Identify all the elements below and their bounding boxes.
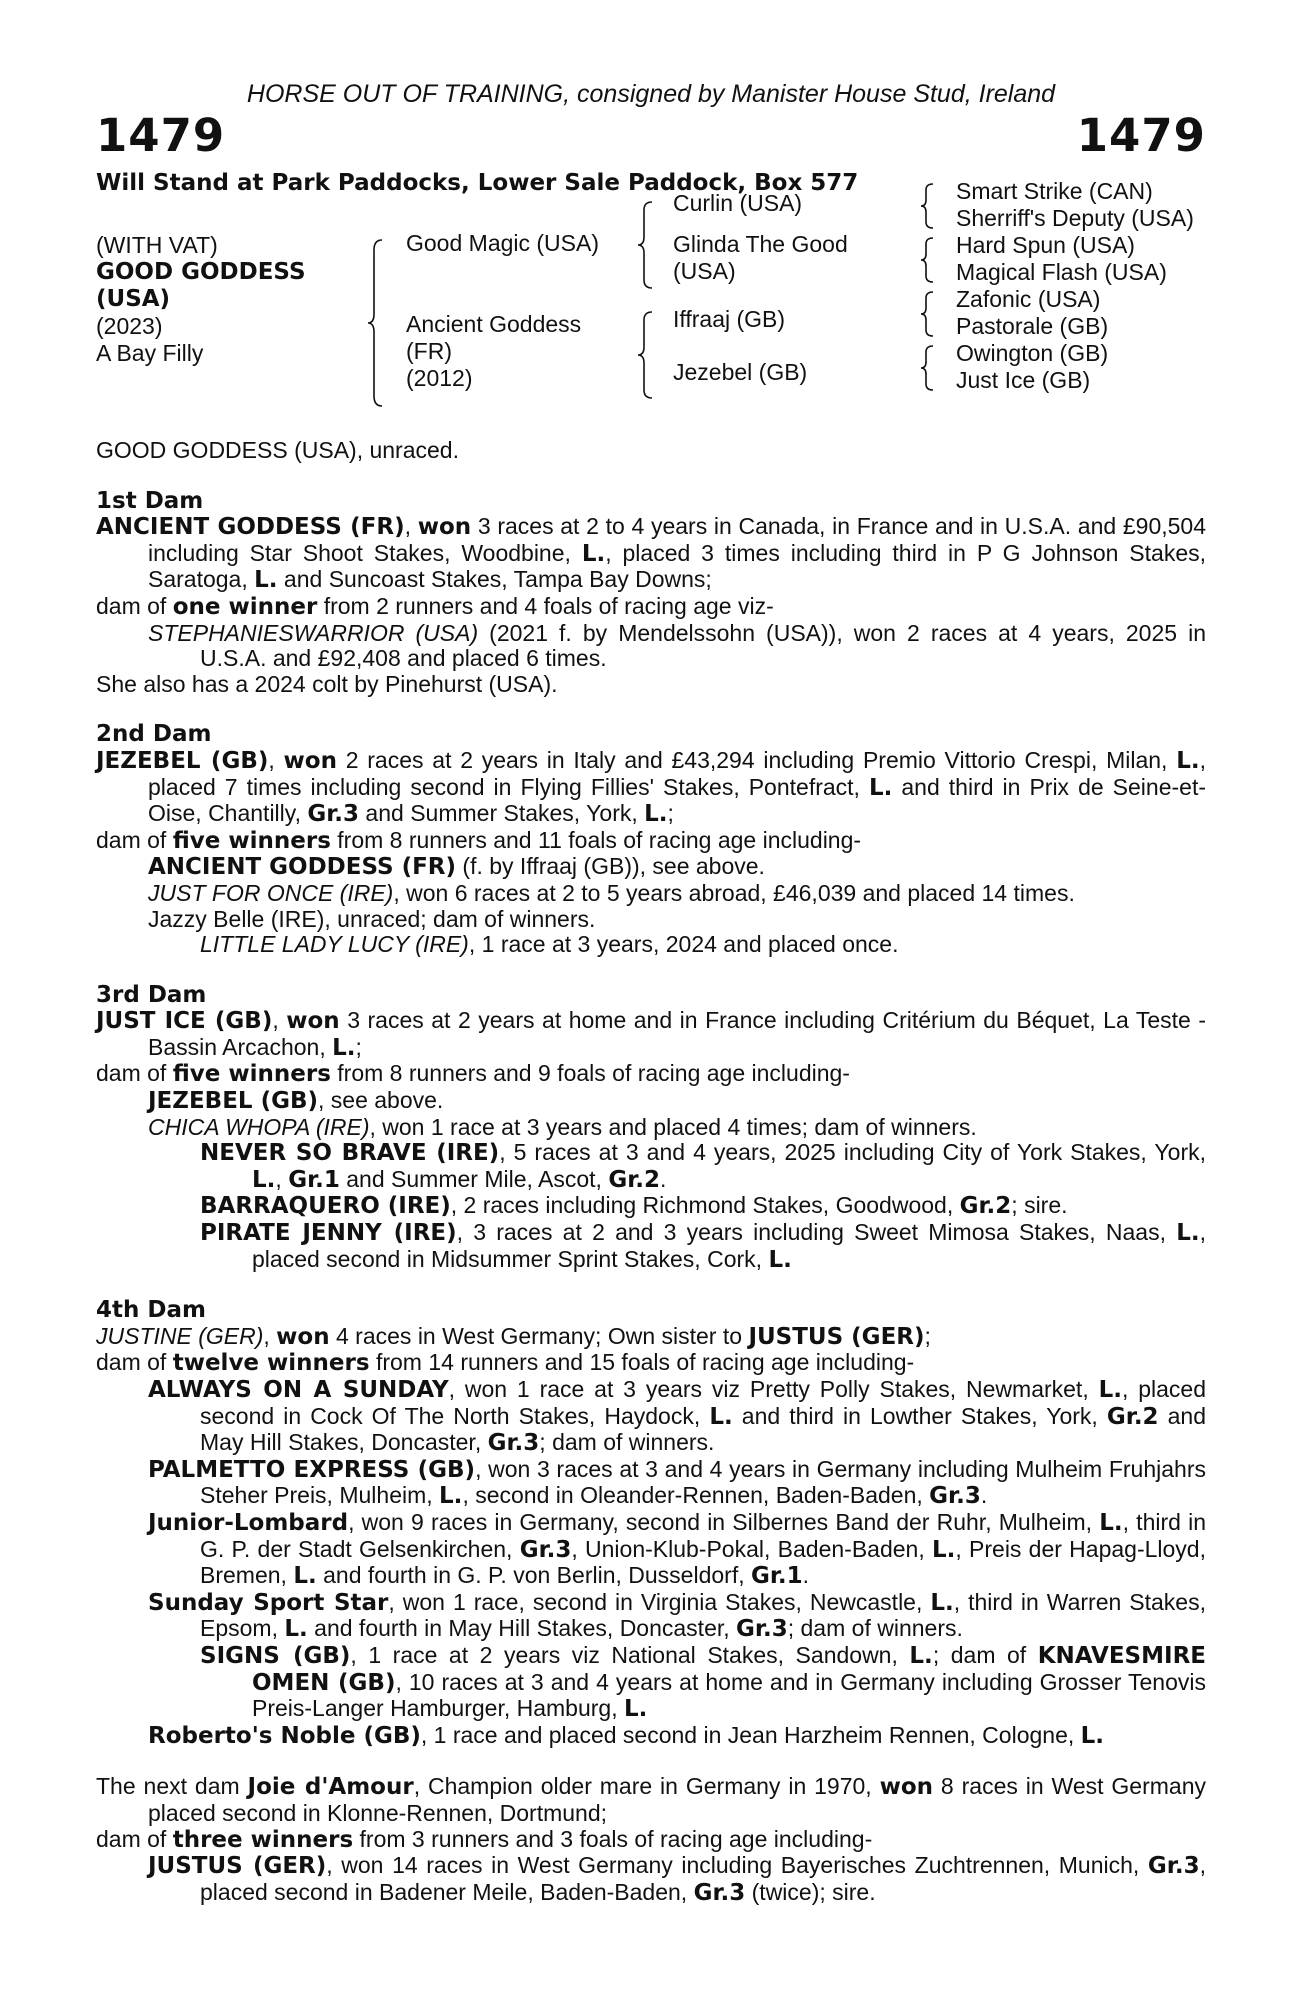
produce-summary: dam of twelve winners from 14 runners and 15 foals of racing age including- <box>96 1349 915 1377</box>
produce-summary: dam of five winners from 8 runners and 9 foals of racing age including- <box>96 1060 850 1088</box>
produce-entry: Roberto's Noble (GB), 1 race and placed second in Jean Harzheim Rennen, Cologne, L. <box>148 1721 1105 1749</box>
dam-record: JUSTINE (GER), won 4 races in West Germany; Own sister to JUSTUS (GER); <box>96 1322 931 1350</box>
sire: Good Magic (USA) <box>406 230 600 256</box>
sire-sire-dam: Sherriff's Deputy (USA) <box>956 205 1194 231</box>
dam-record: ANCIENT GODDESS (FR), won 3 races at 2 to 4 years in Canada, in France and in U.S.A. and £90,504 including Star Shoot Stakes, Woodbine, L., placed 3 times including third in P G Johnson Stakes, Saratoga, L. and Suncoast Stakes, Tampa Bay Downs; <box>96 513 1207 594</box>
sire-dam-country: (USA) <box>673 258 736 284</box>
brace-main <box>366 238 386 408</box>
dam-dam-dam: Just Ice (GB) <box>956 367 1091 393</box>
produce-entry: Sunday Sport Star, won 1 race, second in Virginia Stakes, Newcastle, L., third in Warren Stakes, Epsom, L. and fourth in May Hill Stakes, Doncaster, Gr.3; dam of winners. <box>148 1588 1206 1643</box>
consignment-header: HORSE OUT OF TRAINING, consigned by Manister House Stud, Ireland <box>246 80 1056 108</box>
third-dam-section <box>96 983 1206 1274</box>
produce-entry: ANCIENT GODDESS (FR) (f. by Iffraaj (GB)), see above. <box>148 853 765 881</box>
brace-ds <box>919 290 937 338</box>
section-heading: 1st Dam <box>96 487 204 514</box>
lot-number-row <box>96 110 1206 162</box>
produce-entry: PIRATE JENNY (IRE), 3 races at 2 and 3 years including Sweet Mimosa Stakes, Naas, L., placed second in Midsummer Sprint Stakes, Cork, L. <box>200 1219 1206 1273</box>
produce-entry: LITTLE LADY LUCY (IRE), 1 race at 3 years, 2024 and placed once. <box>200 931 899 958</box>
dam-sire-sire: Zafonic (USA) <box>956 286 1101 312</box>
fourth-dam-section <box>96 1298 1206 1749</box>
sire-dam-sire: Hard Spun (USA) <box>956 232 1135 258</box>
produce-summary: dam of one winner from 2 runners and 4 foals of racing age viz- <box>96 592 774 620</box>
dam-dam: Jezebel (GB) <box>673 359 808 385</box>
produce-entry: ALWAYS ON A SUNDAY, won 1 race at 3 years viz Pretty Polly Stakes, Newmarket, L., placed second in Cock Of The North Stakes, Haydock, L. and third in Lowther Stakes, York, Gr.2 and May Hill Stakes, Doncaster, Gr.3; dam of winners. <box>148 1376 1207 1457</box>
brace-dd <box>919 344 937 392</box>
section-heading: 2nd Dam <box>96 721 212 748</box>
lot-number-right: 1479 <box>1076 109 1206 162</box>
produce-entry: JEZEBEL (GB), see above. <box>148 1087 444 1115</box>
dam-record: The next dam Joie d'Amour, Champion older mare in Germany in 1970, won 8 races in West Germany placed second in Klonne-Rennen, Dortmund; <box>96 1773 1207 1826</box>
vat-note: (WITH VAT) <box>96 232 218 258</box>
produce-entry: NEVER SO BRAVE (IRE), 5 races at 3 and 4 years, 2025 including City of York Stakes, York, L., Gr.1 and Summer Mile, Ascot, Gr.2. <box>200 1139 1206 1193</box>
produce-summary: dam of three winners from 3 runners and 3 foals of racing age including- <box>96 1825 873 1853</box>
horse-country: (USA) <box>96 286 171 312</box>
produce-note: She also has a 2024 colt by Pinehurst (USA). <box>96 670 558 697</box>
produce-entry: STEPHANIESWARRIOR (USA) (2021 f. by Mendelssohn (USA)), won 2 races at 4 years, 2025 in U.S.A. and £92,408 and placed 6 times. <box>148 619 1206 672</box>
horse-name: GOOD GODDESS <box>96 259 306 285</box>
produce-entry: JUST FOR ONCE (IRE), won 6 races at 2 to 5 years abroad, £46,039 and placed 14 times. <box>148 879 1075 906</box>
section-heading: 4th Dam <box>96 1297 206 1324</box>
summary-line: GOOD GODDESS (USA), unraced. <box>96 437 459 463</box>
brace-ss <box>919 182 937 230</box>
sire-sire-sire: Smart Strike (CAN) <box>956 178 1153 204</box>
stand-location: Will Stand at Park Paddocks, Lower Sale Paddock, Box 577 <box>96 170 859 196</box>
sire-sire: Curlin (USA) <box>673 190 803 216</box>
produce-entry: CHICA WHOPA (IRE), won 1 race at 3 years and placed 4 times; dam of winners. <box>148 1113 977 1140</box>
dam-sire: Iffraaj (GB) <box>673 306 786 332</box>
horse-description: A Bay Filly <box>96 340 204 366</box>
dam-year: (2012) <box>406 365 473 391</box>
brace-sd <box>919 236 937 284</box>
produce-entry: JUSTUS (GER), won 14 races in West Germany including Bayerisches Zuchtrennen, Munich, Gr.3, placed second in Badener Meile, Baden-Baden, Gr.3 (twice); sire. <box>148 1852 1206 1906</box>
dam-dam-sire: Owington (GB) <box>956 340 1109 366</box>
dam-name: Ancient Goddess <box>406 311 582 337</box>
sire-dam-name: Glinda The Good <box>673 231 848 257</box>
section-heading: 3rd Dam <box>96 981 207 1008</box>
brace-dam <box>636 310 656 400</box>
produce-entry: BARRAQUERO (IRE), 2 races including Richmond Stakes, Goodwood, Gr.2; sire. <box>200 1192 1068 1220</box>
next-dam-section <box>96 1774 1206 1906</box>
produce-summary: dam of five winners from 8 runners and 11 foals of racing age including- <box>96 826 862 854</box>
dam-country: (FR) <box>406 338 452 364</box>
second-dam-section <box>96 722 1206 957</box>
produce-entry: Junior-Lombard, won 9 races in Germany, second in Silbernes Band der Ruhr, Mulheim, L., third in G. P. der Stadt Gelsenkirchen, Gr.3, Union-Klub-Pokal, Baden-Baden, L., Preis der Hapag-Lloyd, Bremen, L. and fourth in G. P. von Berlin, Dusseldorf, Gr.1. <box>148 1508 1206 1590</box>
produce-entry: Jazzy Belle (IRE), unraced; dam of winners. <box>148 905 596 932</box>
catalogue-page <box>96 78 1206 1906</box>
lot-number-left: 1479 <box>96 109 226 162</box>
dam-record: JUST ICE (GB), won 3 races at 2 years at home and in France including Critérium du Béquet, La Teste - Bassin Arcachon, L.; <box>96 1007 1206 1061</box>
dam-sire-dam: Pastorale (GB) <box>956 313 1109 339</box>
produce-entry: PALMETTO EXPRESS (GB), won 3 races at 3 and 4 years in Germany including Mulheim Fruhjahrs Steher Preis, Mulheim, L., second in Oleander-Rennen, Baden-Baden, Gr.3. <box>148 1455 1206 1510</box>
horse-year: (2023) <box>96 313 163 339</box>
sire-dam-dam: Magical Flash (USA) <box>956 259 1167 285</box>
produce-entry: SIGNS (GB), 1 race at 2 years viz National Stakes, Sandown, L.; dam of KNAVESMIRE OMEN (GB), 10 races at 3 and 4 years at home and in Germany including Grosser Tenovis Preis-Langer Hamburger, Hamburg, L. <box>200 1641 1206 1723</box>
first-dam-section <box>96 489 1206 698</box>
brace-sire <box>636 200 656 290</box>
dam-record: JEZEBEL (GB), won 2 races at 2 years in Italy and £43,294 including Premio Vittorio Crespi, Milan, L., placed 7 times including second in Flying Fillies' Stakes, Pontefract, L. and third in Prix de Seine-et-Oise, Chantilly, Gr.3 and Summer Stakes, York, L.; <box>96 746 1207 828</box>
